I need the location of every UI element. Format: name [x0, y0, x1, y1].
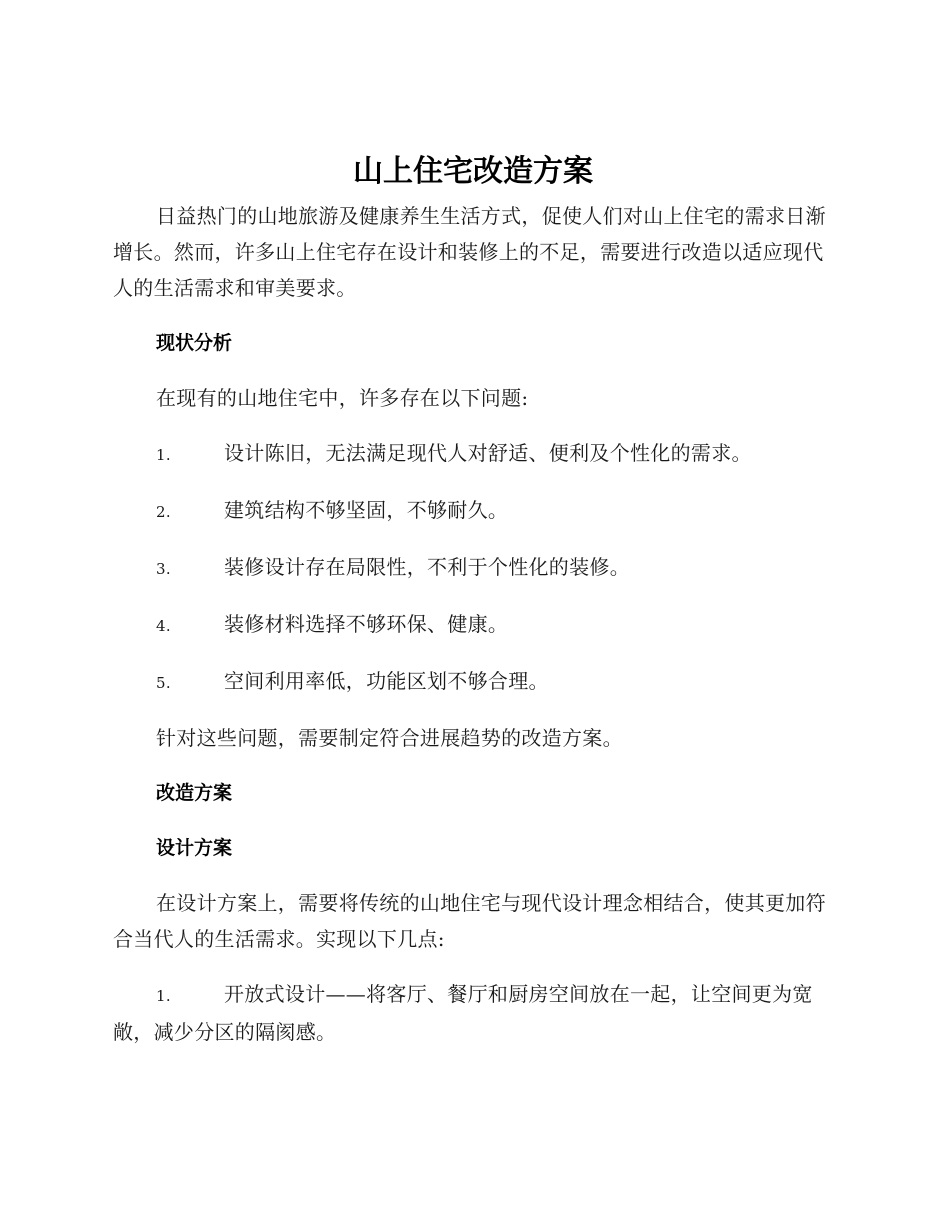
status-analysis-conclusion: 针对这些问题，需要制定符合进展趋势的改造方案。 — [156, 726, 623, 750]
status-analysis-lead: 在现有的山地住宅中，许多存在以下问题: — [156, 386, 529, 410]
list-text: 开放式设计——将客厅、餐厅和厨房空间放在一起，让空间更为宽敞，减少分区的隔阂感。 — [113, 982, 813, 1044]
list-text: 设计陈旧，无法满足现代人对舒适、便利及个性化的需求。 — [224, 441, 752, 465]
list-item — [113, 549, 833, 587]
list-text: 建筑结构不够坚固，不够耐久。 — [224, 498, 509, 522]
section-heading-renovation-plan: 改造方案 — [156, 782, 233, 804]
design-plan-lead: 在设计方案上，需要将传统的山地住宅与现代设计理念相结合，使其更加符合当代人的生活需求。实现以下几点: — [113, 891, 826, 951]
section-heading-design-plan: 设计方案 — [156, 837, 233, 859]
document-page — [113, 150, 833, 1050]
list-number: 2. — [156, 503, 171, 521]
list-item — [113, 435, 833, 473]
list-number: 1. — [156, 446, 171, 464]
document-title: 山上住宅改造方案 — [353, 154, 593, 189]
list-item — [113, 663, 833, 701]
section-heading-status-analysis: 现状分析 — [156, 332, 233, 354]
list-item — [113, 606, 833, 644]
list-text: 装修材料选择不够环保、健康。 — [224, 612, 509, 636]
list-item — [113, 976, 833, 1050]
list-number: 4. — [156, 617, 171, 635]
intro-paragraph: 日益热门的山地旅游及健康养生生活方式，促使人们对山上住宅的需求日渐增长。然而，许多山上住宅存在设计和装修上的不足，需要进行改造以适应现代人的生活需求和审美要求。 — [113, 204, 826, 300]
list-text: 装修设计存在局限性，不利于个性化的装修。 — [224, 555, 630, 579]
list-number: 5. — [156, 674, 171, 692]
list-item — [113, 492, 833, 530]
list-number: 1. — [156, 987, 171, 1005]
list-number: 3. — [156, 560, 171, 578]
list-text: 空间利用率低，功能区划不够合理。 — [224, 669, 549, 693]
